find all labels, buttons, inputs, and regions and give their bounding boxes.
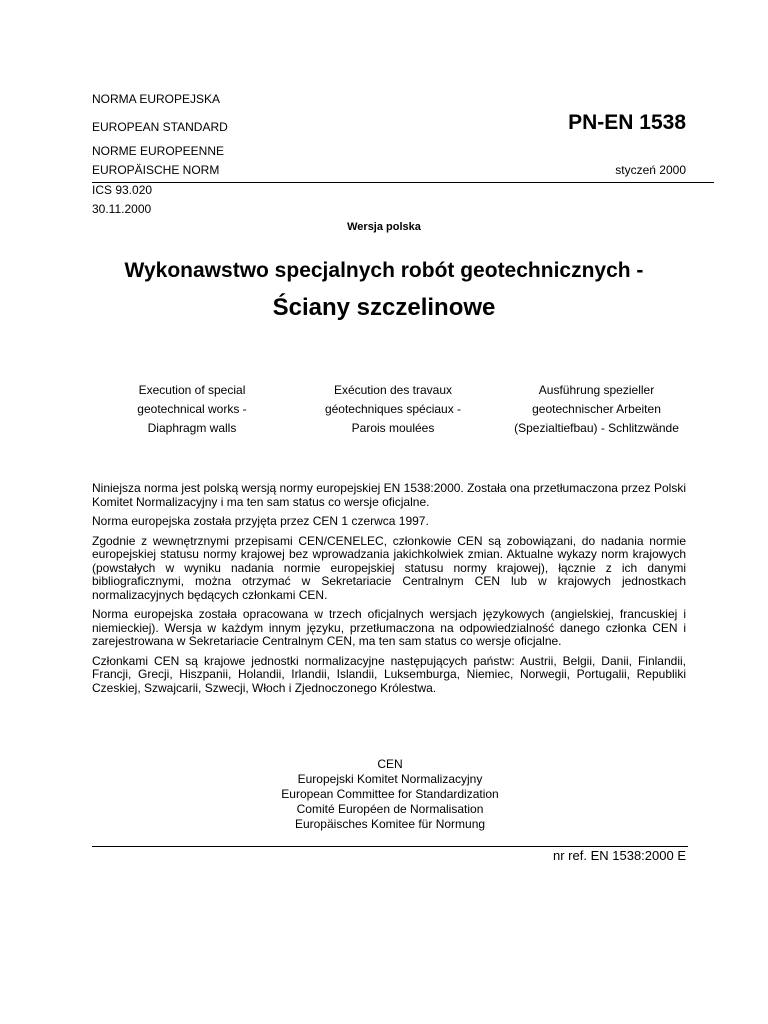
document-date: 30.11.2000: [92, 202, 152, 216]
cen-block: [0, 757, 768, 832]
title-english: [92, 381, 292, 438]
paragraph: Zgodnie z wewnętrznymi przepisami CEN/CENELEC, członkowie CEN są zobowiązani, do nadania normie europejskiej statusu normy krajowej bez wprowadzania jakichkolwiek zmian. Aktualne wykazy norm krajowych (powstałych w wyniku nadania normie europejskiej statusu normy krajowej), łącznie z ich danymi bibliograficznymi, można otrzymać w Sekretariacie Centralnym CEN lub w krajowych jednostkach normalizacyjnych będących członkami CEN.: [92, 533, 686, 602]
cen-line: CEN: [377, 757, 403, 771]
header-line-english: EUROPEAN STANDARD: [92, 120, 228, 134]
title-french-line: Exécution des travaux: [333, 383, 453, 397]
header-line-german: EUROPÄISCHE NORM: [92, 163, 220, 177]
title-english-line: Diaphragm walls: [147, 421, 237, 435]
cen-line: Comité Européen de Normalisation: [296, 802, 484, 816]
title-french-line: Parois moulées: [351, 421, 435, 435]
paragraph: Niniejsza norma jest polską wersją normy europejskiej EN 1538:2000. Została ona przetłumaczona przez Polski Komitet Normalizacyjny i ma ten sam status co wersje oficjalne.: [92, 481, 686, 509]
paragraph: Norma europejska została przyjęta przez CEN 1 czerwca 1997.: [92, 514, 429, 528]
header-line-french: NORME EUROPEENNE: [92, 144, 225, 158]
body-text: [92, 482, 686, 701]
standard-number: PN-EN 1538: [568, 111, 686, 134]
cen-line: Europäisches Komitee für Normung: [294, 817, 486, 831]
version-label: Wersja polska: [347, 221, 421, 233]
title-german-line: geotechnischer Arbeiten: [532, 402, 661, 416]
title-german-line: (Spezialtiefbau) - Schlitzwände: [514, 421, 679, 435]
footer-divider: [92, 846, 688, 847]
title-french-line: géotechniques spéciaux -: [324, 402, 462, 416]
paragraph: Członkami CEN są krajowe jednostki normalizacyjne następujących państw: Austrii, Belgii, Danii, Finlandii, Francji, Grecji, Hiszpanii, Holandii, Irlandii, Islandii, Luksemburga, Niemiec, Norwegii, Portugalii, Republiki Czeskiej, Szwajcarii, Szwecji, Włoch i Zjednoczonego Królestwa.: [92, 653, 686, 695]
reference-number: nr ref. EN 1538:2000 E: [553, 848, 686, 863]
cen-line: Europejski Komitet Normalizacyjny: [297, 772, 483, 786]
ics-code: ICS 93.020: [92, 183, 153, 197]
title-french: [293, 381, 493, 438]
header-line-polish: NORMA EUROPEJSKA: [92, 92, 221, 106]
title-line-1: Wykonawstwo specjalnych robót geotechnicznych -: [124, 259, 644, 282]
title-german: [494, 381, 699, 438]
title-english-line: Execution of special: [138, 383, 246, 397]
title-english-line: geotechnical works -: [137, 402, 247, 416]
title-line-2: Ściany szczelinowe: [272, 294, 496, 321]
cen-line: European Committee for Standardization: [281, 787, 499, 801]
header-divider: [92, 182, 714, 183]
title-german-line: Ausführung spezieller: [538, 383, 655, 397]
publication-date: styczeń 2000: [615, 163, 686, 177]
paragraph: Norma europejska została opracowana w trzech oficjalnych wersjach językowych (angielskiej, francuskiej i niemieckiej). Wersja w każdym innym języku, przetłumaczona na odpowiedzialność danego członka CEN i zarejestrowana w Sekretariacie Centralnym CEN, ma ten sam status co wersje oficjalne.: [92, 607, 686, 648]
